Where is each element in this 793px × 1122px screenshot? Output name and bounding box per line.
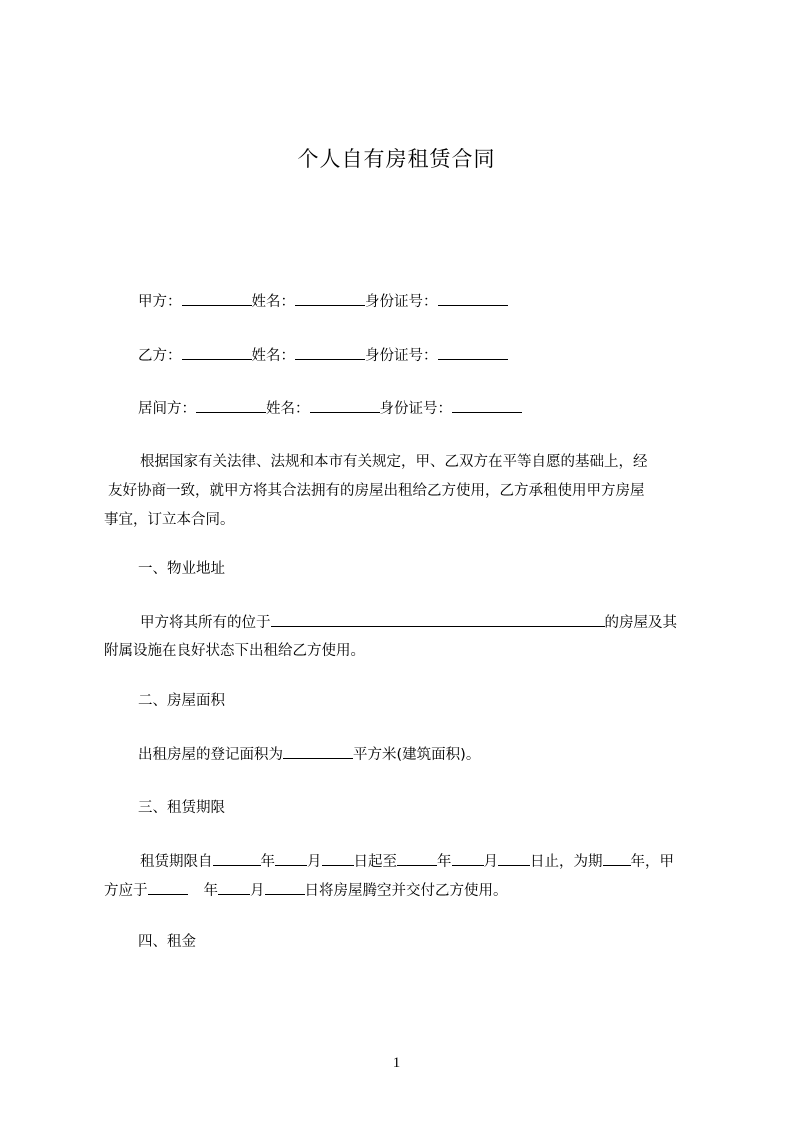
section-2-text-before: 出租房屋的登记面积为 [138, 747, 283, 763]
year-comma-label: 年，甲 [630, 854, 674, 870]
day-from-label: 日起至 [353, 854, 397, 870]
lease-from-label: 租赁期限自 [140, 854, 213, 870]
preamble-line-3: 事宜，订立本合同。 [104, 512, 235, 528]
vacate-year-blank [148, 880, 188, 895]
party-b-id-blank [438, 345, 508, 360]
start-month-blank [275, 851, 307, 866]
start-day-blank [322, 851, 354, 866]
section-1-line-2: 附属设施在良好状态下出租给乙方使用。 [104, 643, 365, 659]
vacate-month-blank [218, 880, 250, 895]
party-b-blank [182, 345, 252, 360]
party-b-line [138, 345, 508, 366]
section-1-heading: 一、物业地址 [138, 561, 225, 577]
preamble-line-1: 根据国家有关法律、法规和本市有关规定，甲、乙双方在平等自愿的基础上，经 [140, 454, 648, 470]
intermediary-blank [196, 398, 266, 413]
party-a-id-blank [438, 291, 508, 306]
page-title: 个人自有房租赁合同 [297, 147, 496, 171]
intermediary-id-blank [452, 398, 522, 413]
property-address-blank [271, 612, 605, 627]
party-b-label: 乙方： [138, 348, 182, 364]
intermediary-name-blank [310, 398, 380, 413]
day-until-label: 日止，为期 [530, 854, 603, 870]
section-2-heading: 二、房屋面积 [138, 693, 225, 709]
intermediary-line [138, 398, 522, 419]
start-year-blank [213, 851, 261, 866]
section-2-text-after: 平方米(建筑面积)。 [353, 747, 481, 763]
month-label: 月 [307, 854, 322, 870]
intermediary-id-label: 身份证号： [379, 401, 452, 417]
term-years-blank [603, 851, 631, 866]
vacate-day-label: 日将房屋腾空并交付乙方使用。 [304, 883, 508, 899]
section-2-line [138, 744, 480, 765]
preamble-line-2: 友好协商一致，就甲方将其合法拥有的房屋出租给乙方使用，乙方承租使用甲方房屋 [108, 483, 645, 499]
party-b-id-label: 身份证号： [365, 348, 438, 364]
end-month-blank [452, 851, 484, 866]
area-blank [283, 744, 353, 759]
year-label: 年 [260, 854, 275, 870]
section-3-line-1 [140, 851, 674, 872]
month-label: 月 [250, 883, 265, 899]
section-3-line-2 [104, 880, 508, 901]
party-a-name-blank [295, 291, 365, 306]
party-b-name-blank [295, 345, 365, 360]
party-a-name-label: 姓名： [251, 294, 295, 310]
page-number: 1 [392, 1055, 401, 1071]
party-a-label: 甲方： [138, 294, 182, 310]
intermediary-label: 居间方： [138, 401, 196, 417]
end-year-blank [397, 851, 437, 866]
intermediary-name-label: 姓名： [266, 401, 310, 417]
year-label: 年 [203, 883, 218, 899]
party-a-id-label: 身份证号： [365, 294, 438, 310]
end-day-blank [498, 851, 530, 866]
section-1-text-after: 的房屋及其 [604, 615, 677, 631]
month-label: 月 [483, 854, 498, 870]
vacate-label: 方应于 [104, 883, 148, 899]
section-1-text-before: 甲方将其所有的位于 [140, 615, 271, 631]
section-3-heading: 三、租赁期限 [138, 800, 225, 816]
section-1-line-1 [140, 612, 677, 633]
section-4-heading: 四、租金 [138, 934, 196, 950]
party-a-blank [182, 291, 252, 306]
party-b-name-label: 姓名： [251, 348, 295, 364]
vacate-day-blank [265, 880, 305, 895]
year-label: 年 [437, 854, 452, 870]
party-a-line [138, 291, 508, 312]
